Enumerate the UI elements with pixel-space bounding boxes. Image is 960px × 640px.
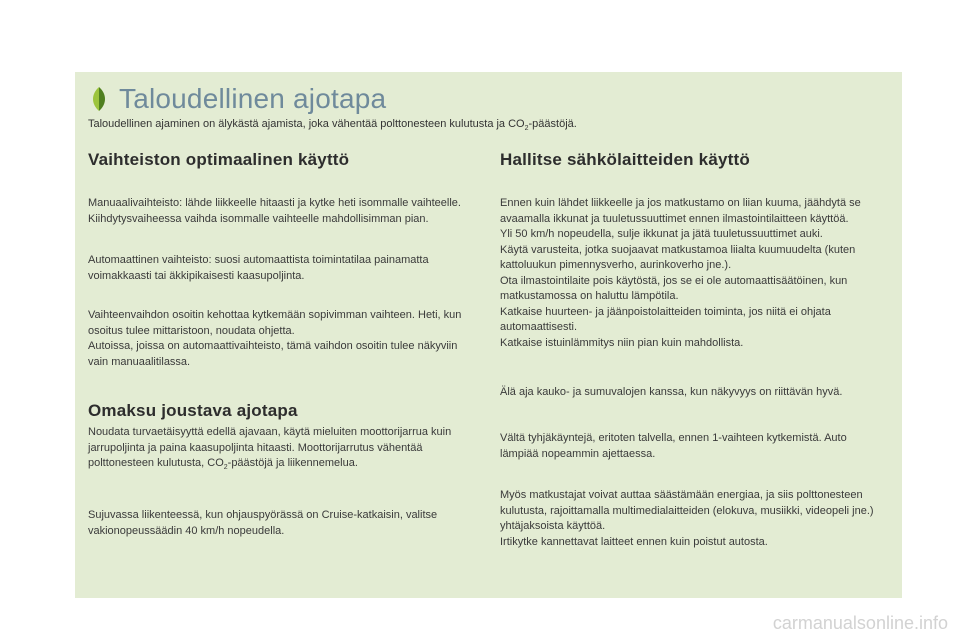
section-heading-flexible-driving: Omaksu joustava ajotapa	[88, 401, 298, 420]
paragraph-gear-indicator: Vaihteenvaihdon osoitin kehottaa kytkemään sopivimman vaihteen. Heti, kun osoitus tulee mittaristoon, noudata ohjetta. Autoissa, joissa on automaattivaihteisto, tämä vaihdon osoitin tulee näkyviin vain manuaalitilassa.	[88, 309, 462, 368]
paragraph-cooling-tips: Ennen kuin lähdet liikkeelle ja jos matkustamo on liian kuuma, jäähdytä se avaamalla ikkunat ja tuuletussuuttimet ennen ilmastointilaitteen käyttöä. Yli 50 km/h nopeudella, sulje ikkunat ja jätä tuuletussuuttimet auki. Käytä varusteita, jotka suojaavat matkustamoa liialta kuumuudelta (kuten kattoluukun pimennysverho, aurinkoverho jne.). Ota ilmastointilaite pois käytöstä, jos se ei ole automaattisäätöinen, kun matkustamossa on haluttu lämpötila. Katkaise huurteen- ja jäänpoistolaitteiden toiminta, jos niitä ei ohjata automaattisesti. Katkaise istuinlämmitys niin pian kuin mahdollista.	[500, 197, 861, 349]
paragraph-idling: Vältä tyhjäkäyntejä, eritoten talvella, ennen 1-vaihteen kytkemistä. Auto lämpiää nopeammin ajettaessa.	[500, 432, 847, 460]
content-panel	[75, 72, 902, 598]
title-row	[89, 82, 386, 116]
section-heading-gearbox: Vaihteiston optimaalinen käyttö	[88, 150, 350, 169]
paragraph-lights: Älä aja kauko- ja sumuvalojen kanssa, kun näkyvyys on riittävän hyvä.	[500, 386, 843, 398]
paragraph-cruise-control: Sujuvassa liikenteessä, kun ohjauspyörässä on Cruise-katkaisin, valitse vakionopeussäädin 40 km/h nopeudella.	[88, 509, 438, 537]
paragraph-engine-braking: Noudata turvaetäisyyttä edellä ajavaan, käytä mieluiten moottorijarrua kuin jarrupoljinta ja paina kaasupoljinta hitaasti. Moottorijarrutus vähentää polttonesteen kulutusta, $CO_2$-päästöjä ja liikennemelua.	[88, 426, 452, 472]
section-heading-electrical: Hallitse sähkölaitteiden käyttö	[500, 150, 750, 169]
leaf-icon	[89, 86, 109, 112]
page-subtitle: Taloudellinen ajaminen on älykästä ajamista, joka vähentää polttonesteen kulutusta ja $CO_2$-päästöjä.	[88, 118, 577, 133]
paragraph-automatic-gearbox: Automaattinen vaihteisto: suosi automaattista toimintatilaa painamatta voimakkaasti tai äkkipikaisesti kaasupoljinta.	[88, 254, 429, 282]
paragraph-manual-gearbox: Manuaalivaihteisto: lähde liikkeelle hitaasti ja kytke heti isommalle vaihteelle. Kiihdytysvaiheessa vaihda isommalle vaihteelle mahdollisimman pian.	[88, 197, 461, 225]
paragraph-passengers: Myös matkustajat voivat auttaa säästämään energiaa, ja siis polttonesteen kulutusta, rajoittamalla multimedialaitteiden (elokuva, musiikki, videopeli jne.) yhtäjaksoista käyttöä. Irtikytke kannettavat laitteet ennen kuin poistut autosta.	[500, 489, 874, 548]
watermark: carmanualsonline.info	[772, 613, 948, 633]
page-title: Taloudellinen ajotapa	[119, 83, 387, 114]
